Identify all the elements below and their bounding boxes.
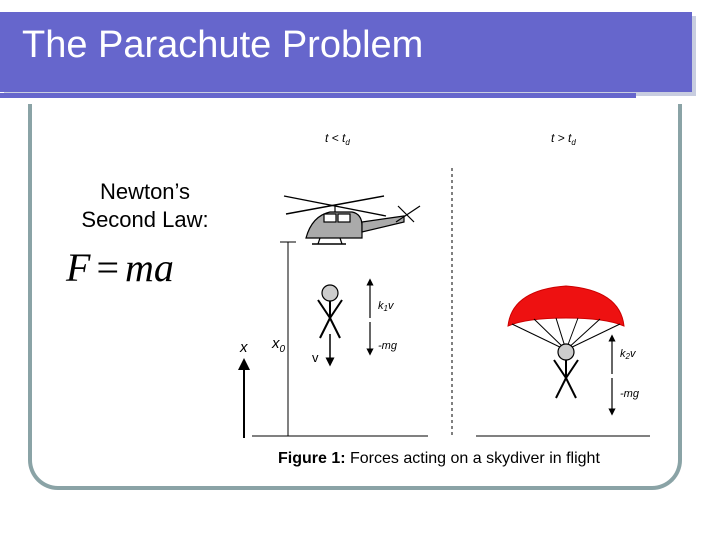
caption-text: Forces acting on a skydiver in flight (345, 450, 600, 467)
figure-caption (278, 450, 600, 468)
equation-lhs: F (66, 245, 91, 290)
skydiver-freefall-icon (318, 285, 342, 338)
newton-law-line1: Newton’s (99, 179, 191, 204)
parachute-canopy-icon (508, 286, 624, 326)
newton-law-line2: Second Law: (81, 207, 209, 232)
label-after-deploy: $t > t_d$ (551, 131, 576, 147)
start-height-label: $x_0$ (272, 335, 286, 355)
equation-rhs: ma (125, 245, 174, 290)
gravity-label-before: -mg (378, 340, 397, 352)
helicopter-icon (284, 196, 420, 244)
gravity-label-after: -mg (620, 388, 639, 400)
equation-operator: = (96, 245, 119, 290)
x-axis-label: x (240, 339, 248, 356)
velocity-label: v (312, 350, 319, 365)
drag-label-before: k1v (378, 300, 394, 313)
drag-label-after: k2v (620, 348, 636, 361)
caption-bold: Figure 1: (278, 450, 346, 467)
label-before-deploy: $t < t_d$ (325, 131, 350, 147)
slide-title: The Parachute Problem (22, 24, 424, 66)
skydiver-parachute-icon (554, 344, 578, 398)
